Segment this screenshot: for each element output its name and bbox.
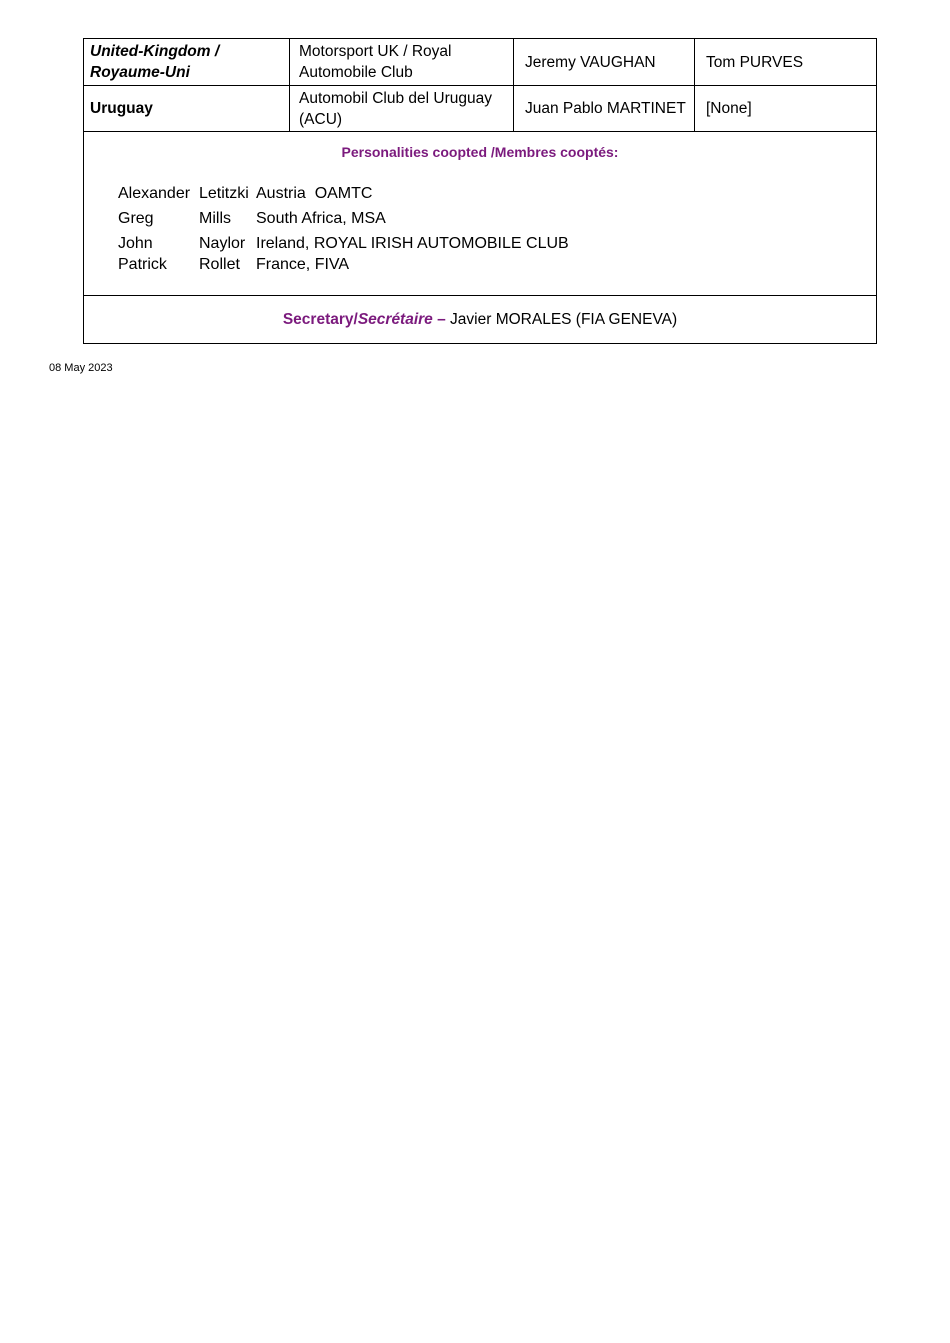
member-last-name: Naylor — [199, 235, 246, 252]
club-cell — [290, 86, 514, 132]
delegate-cell: Jeremy VAUGHAN — [514, 39, 695, 86]
member-organisation: France, FIVA — [256, 256, 350, 273]
secretary-section — [84, 296, 877, 344]
table-row — [84, 39, 877, 86]
coopted-row — [84, 132, 877, 296]
secretary-label — [283, 311, 450, 328]
secretary-row — [84, 296, 877, 344]
club-line-2: (ACU) — [299, 110, 343, 128]
member-first-name: Patrick — [118, 256, 167, 273]
list-item — [118, 234, 569, 255]
country-line-2: Royaume-Uni — [90, 64, 190, 81]
country-line-1: United-Kingdom / — [90, 43, 220, 60]
secretary-label-fr: Secrétaire — [357, 311, 433, 328]
list-item — [118, 209, 569, 234]
country-cell — [84, 39, 290, 86]
list-item — [118, 255, 569, 280]
club-cell — [290, 39, 514, 86]
club-line-2: Automobile Club — [299, 64, 413, 81]
country-cell: Uruguay — [84, 86, 290, 132]
alternate-cell: [None] — [695, 86, 877, 132]
member-organisation: South Africa, MSA — [256, 210, 386, 227]
coopted-title: Personalities coopted /Membres cooptés: — [341, 144, 619, 160]
member-first-name: John — [118, 235, 153, 252]
secretary-name: Javier MORALES (FIA GENEVA) — [450, 311, 678, 328]
members-table — [83, 38, 877, 344]
coopted-list — [118, 184, 569, 280]
coopted-section — [84, 132, 877, 296]
member-last-name: Mills — [199, 210, 231, 227]
member-first-name: Greg — [118, 210, 154, 227]
member-last-name: Letitzki — [199, 185, 249, 202]
member-organisation: Austria OAMTC — [256, 185, 373, 202]
list-item — [118, 184, 569, 209]
delegate-cell: Juan Pablo MARTINET — [514, 86, 695, 132]
member-organisation: Ireland, ROYAL IRISH AUTOMOBILE CLUB — [256, 235, 569, 252]
secretary-label-en: Secretary/ — [282, 311, 358, 328]
table-row — [84, 86, 877, 132]
club-line-1: Motorsport UK / Royal — [299, 43, 452, 60]
club-line-1: Automobil Club del Uruguay — [299, 89, 492, 107]
secretary-dash: – — [432, 311, 451, 328]
footer-date: 08 May 2023 — [49, 362, 113, 374]
member-first-name: Alexander — [118, 185, 191, 202]
member-last-name: Rollet — [199, 256, 240, 273]
alternate-cell: Tom PURVES — [695, 39, 877, 86]
